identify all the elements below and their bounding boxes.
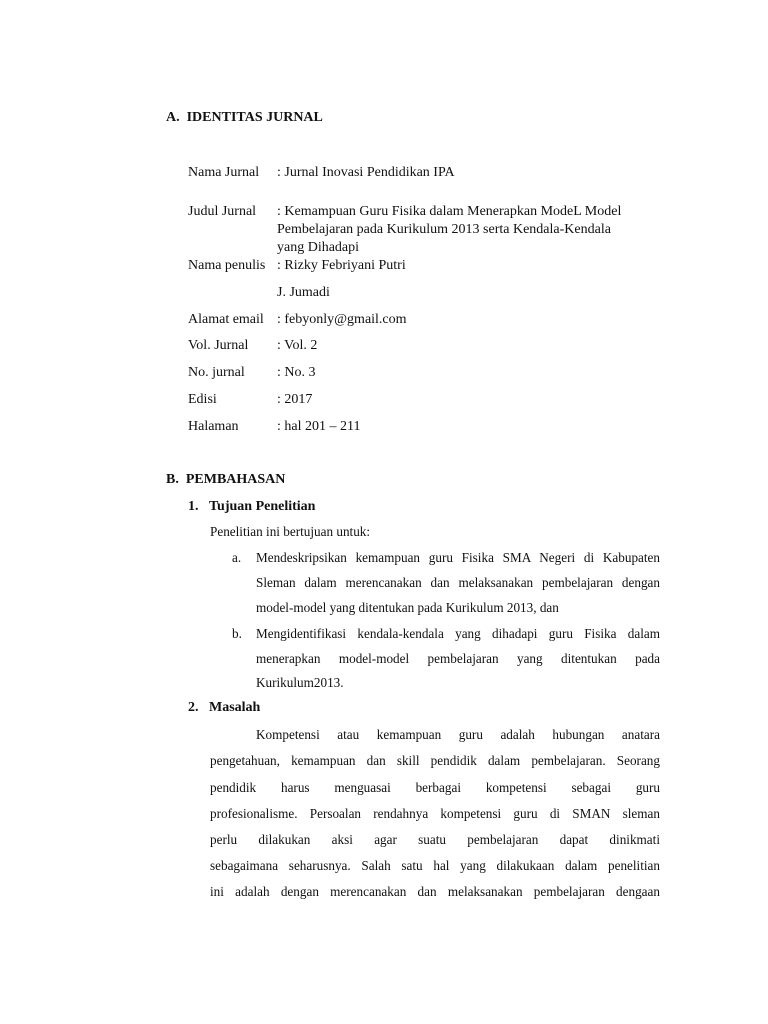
section-a-heading: A. IDENTITAS JURNAL bbox=[166, 110, 323, 125]
masalah-line-3: pendidik harus menguasai berbagai kompetensi sebagai guru bbox=[210, 780, 660, 795]
value-penulis-1: : Rizky Febriyani Putri bbox=[277, 258, 406, 273]
label-judul-jurnal: Judul Jurnal bbox=[188, 204, 257, 219]
label-alamat-email: Alamat email bbox=[188, 312, 264, 327]
tujuan-intro: Penelitian ini bertujuan untuk: bbox=[210, 524, 371, 539]
label-no-jurnal: No. jurnal bbox=[188, 365, 245, 380]
masalah-line-6: sebagaimana seharusnya. Salah satu hal yang dilakukaan dalam penelitian bbox=[210, 858, 660, 873]
value-alamat-email: : febyonly@gmail.com bbox=[277, 312, 407, 327]
masalah-line-5: perlu dilakukan aksi agar suatu pembelajaran dapat dinikmati bbox=[210, 832, 660, 847]
value-vol-jurnal: : Vol. 2 bbox=[277, 338, 318, 353]
value-edisi: : 2017 bbox=[277, 392, 313, 407]
value-judul-jurnal-line-2: Pembelajaran pada Kurikulum 2013 serta Kendala-Kendala bbox=[277, 222, 611, 237]
masalah-line-4: profesionalisme. Persoalan rendahnya kompetensi guru di SMAN sleman bbox=[210, 806, 660, 821]
list-item-b-line-2: menerapkan model-model pembelajaran yang ditentukan pada bbox=[256, 651, 660, 666]
value-judul-jurnal-line-3: yang Dihadapi bbox=[277, 240, 360, 255]
label-edisi: Edisi bbox=[188, 392, 217, 407]
list-item-b-line-3: Kurikulum2013. bbox=[256, 675, 344, 690]
value-penulis-2: J. Jumadi bbox=[277, 285, 330, 300]
value-nama-jurnal: : Jurnal Inovasi Pendidikan IPA bbox=[277, 165, 455, 180]
subheading-masalah: 2. Masalah bbox=[188, 700, 261, 715]
value-no-jurnal: : No. 3 bbox=[277, 365, 316, 380]
list-item-a-line-3: model-model yang ditentukan pada Kurikulum 2013, dan bbox=[256, 600, 559, 615]
list-marker-b: b. bbox=[232, 626, 242, 641]
list-marker-a: a. bbox=[232, 550, 242, 565]
masalah-line-1: Kompetensi atau kemampuan guru adalah hubungan anatara bbox=[256, 727, 660, 742]
masalah-line-2: pengetahuan, kemampuan dan skill pendidik dalam pembelajaran. Seorang bbox=[210, 753, 660, 768]
label-halaman: Halaman bbox=[188, 419, 239, 434]
value-judul-jurnal-line-1: : Kemampuan Guru Fisika dalam Menerapkan ModeL Model bbox=[277, 204, 622, 219]
value-halaman: : hal 201 – 211 bbox=[277, 419, 361, 434]
section-b-heading: B. PEMBAHASAN bbox=[166, 472, 286, 487]
label-nama-penulis: Nama penulis bbox=[188, 258, 266, 273]
label-vol-jurnal: Vol. Jurnal bbox=[188, 338, 249, 353]
subheading-tujuan-penelitian: 1. Tujuan Penelitian bbox=[188, 499, 316, 514]
list-item-b-line-1: Mengidentifikasi kendala-kendala yang dihadapi guru Fisika dalam bbox=[256, 626, 660, 641]
list-item-a-line-2: Sleman dalam merencanakan dan melaksanakan pembelajaran dengan bbox=[256, 575, 660, 590]
list-item-a-line-1: Mendeskripsikan kemampuan guru Fisika SMA Negeri di Kabupaten bbox=[256, 550, 660, 565]
masalah-line-7: ini adalah dengan merencanakan dan melaksanakan pembelajaran dengaan bbox=[210, 884, 660, 899]
label-nama-jurnal: Nama Jurnal bbox=[188, 165, 260, 180]
